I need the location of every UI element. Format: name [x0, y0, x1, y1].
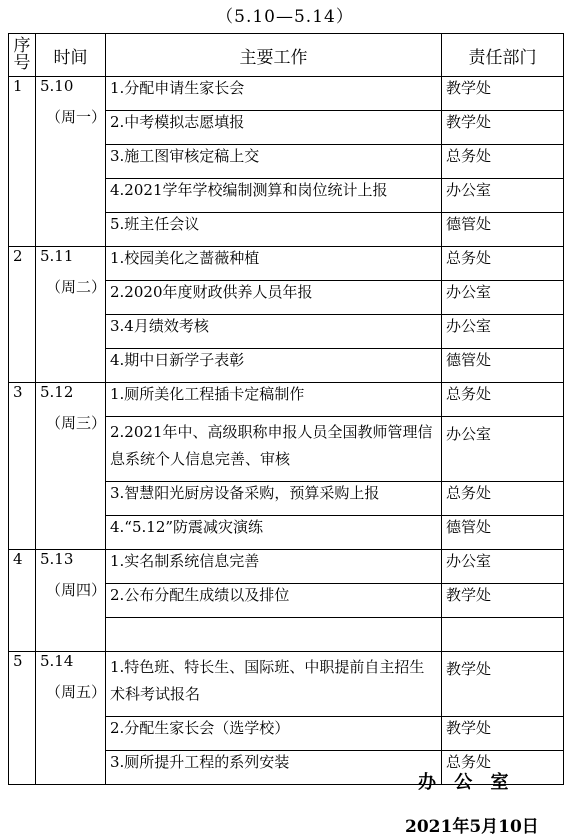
- dept: 办公室: [442, 550, 564, 584]
- footer-office: 办 公 室: [418, 772, 515, 793]
- dept: 总务处: [442, 482, 564, 516]
- task: 1.分配申请生家长会: [106, 77, 442, 111]
- date: 5.10: [40, 77, 74, 95]
- task: 4.期中日新学子表彰: [106, 349, 442, 383]
- task: 3.施工图审核定稿上交: [106, 145, 442, 179]
- task: 3.厕所提升工程的系列安装: [106, 751, 442, 785]
- table-row: [9, 247, 564, 281]
- date: 5.13: [40, 550, 74, 568]
- dept: 德管处: [442, 213, 564, 247]
- row-number: 4: [9, 550, 36, 652]
- dept: 总务处: [442, 247, 564, 281]
- dept: 办公室: [442, 281, 564, 315]
- row-number: 1: [9, 77, 36, 247]
- task: 2.分配生家长会（选学校）: [106, 717, 442, 751]
- schedule-table: [8, 33, 564, 785]
- date-cell: [36, 550, 106, 652]
- weekday: （周五）: [46, 683, 107, 701]
- task: 4.“5.12”防震减灾演练: [106, 516, 442, 550]
- task: 1.实名制系统信息完善: [106, 550, 442, 584]
- task: 4.2021学年学校编制测算和岗位统计上报: [106, 179, 442, 213]
- dept: 教学处: [442, 584, 564, 618]
- weekday: （周四）: [46, 581, 107, 599]
- header-time: 时间: [36, 34, 106, 77]
- dept: 办公室: [442, 315, 564, 349]
- header-dept: 责任部门: [442, 34, 564, 77]
- row-number: 3: [9, 383, 36, 550]
- task: 2.中考模拟志愿填报: [106, 111, 442, 145]
- date-cell: [36, 247, 106, 383]
- task: 2.2021年中、高级职称申报人员全国教师管理信息系统个人信息完善、审核: [106, 417, 442, 482]
- row-number: 5: [9, 652, 36, 785]
- dept: 总务处: [442, 383, 564, 417]
- task: 1.厕所美化工程插卡定稿制作: [106, 383, 442, 417]
- table-row: [9, 550, 564, 584]
- dept: 总务处: [442, 751, 564, 785]
- header-work: 主要工作: [106, 34, 442, 77]
- table-row: [9, 383, 564, 417]
- dept: 教学处: [442, 717, 564, 751]
- date-cell: [36, 383, 106, 550]
- task: 5.班主任会议: [106, 213, 442, 247]
- header-row: [9, 34, 564, 77]
- dept: [442, 618, 564, 652]
- dept: 总务处: [442, 145, 564, 179]
- footer-date: 2021年5月10日: [405, 817, 539, 837]
- task: 3.智慧阳光厨房设备采购，预算采购上报: [106, 482, 442, 516]
- dept: 德管处: [442, 349, 564, 383]
- dept: 教学处: [442, 77, 564, 111]
- date-cell: [36, 77, 106, 247]
- task: 2.公布分配生成绩以及排位: [106, 584, 442, 618]
- dept: 教学处: [442, 111, 564, 145]
- row-number: 2: [9, 247, 36, 383]
- dept: 德管处: [442, 516, 564, 550]
- date: 5.14: [40, 652, 74, 670]
- dept: 办公室: [442, 179, 564, 213]
- task: 3.4月绩效考核: [106, 315, 442, 349]
- weekday: （周一）: [46, 108, 107, 126]
- table-row: [9, 652, 564, 717]
- date: 5.11: [40, 247, 74, 265]
- weekday: （周二）: [46, 278, 107, 296]
- task: 1.特色班、特长生、国际班、中职提前自主招生术科考试报名: [106, 652, 442, 717]
- task: 1.校园美化之蔷薇种植: [106, 247, 442, 281]
- task: [106, 618, 442, 652]
- date-cell: [36, 652, 106, 785]
- dept: 办公室: [442, 417, 564, 482]
- date: 5.12: [40, 383, 74, 401]
- date-range: （5.10—5.14）: [216, 7, 354, 27]
- table-row: [9, 77, 564, 111]
- task: 2.2020年度财政供养人员年报: [106, 281, 442, 315]
- weekday: （周三）: [46, 414, 107, 432]
- dept: 教学处: [442, 652, 564, 717]
- header-no: 序号: [9, 34, 36, 77]
